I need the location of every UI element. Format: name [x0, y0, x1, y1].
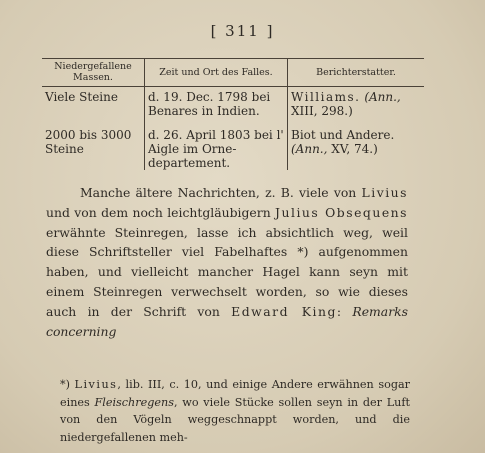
name-livius: Livius — [74, 378, 118, 391]
page-number: [ 311 ] — [210, 22, 275, 40]
reporter-ref: XIII, 298.) — [291, 104, 353, 118]
name-julius-obsequens: Julius Obsequens — [275, 204, 408, 220]
reporter-name: Biot und Andere. — [291, 128, 395, 142]
body-text-run: erwähnte Steinregen, lasse ich absichtlich weg, weil diese Schriftsteller viel Fabelhaftes *) aufgenommen haben, und vielleicht mancher Hagel kann seyn mit einem Steinregen verwechselt worden, so wie dieses auch in der Schrift von — [46, 224, 408, 319]
body-text-run: : — [336, 303, 353, 319]
name-livius: Livius — [361, 185, 408, 200]
cell-mass: 2000 bis 3000 Steine — [45, 128, 132, 156]
table-header-row — [42, 59, 424, 87]
footnote-marker: *) — [60, 378, 75, 391]
cell-time-place: d. 19. Dec. 1798 bei Benares in Indien. — [145, 87, 288, 127]
footnote-text-run: , lib. III, c. 10, und einige Andere erwähnen sogar eines — [60, 378, 411, 409]
footnote-text-run: , wo viele Stücke sollen seyn in der Luft von den Vögeln weggeschnappt worden, und die niedergefallenen meh- — [60, 395, 410, 444]
header-reporter: Berichterstatter. — [288, 59, 425, 87]
table-row — [42, 87, 424, 127]
footnote-divider — [48, 366, 408, 367]
name-edward-king: Edward King — [231, 303, 337, 319]
body-text-run: und von dem noch leichtgläubigern — [46, 204, 276, 220]
header-time-place: Zeit und Ort des Falles. — [145, 59, 288, 87]
reporter-ref-italic: (Ann., — [364, 90, 401, 104]
book-title-remarks: Remarks concerning — [46, 303, 408, 339]
body-paragraph — [46, 183, 408, 341]
reporter-ref: XV, 74.) — [331, 142, 378, 156]
term-fleischregens: Fleischregens — [94, 395, 174, 409]
reporter-name: Williams. — [291, 90, 361, 104]
body-text-run: Manche ältere Nachrichten, z. B. viele von — [80, 185, 362, 200]
cell-mass: Viele Steine — [45, 90, 118, 104]
footnote — [60, 376, 410, 446]
cell-time-place: d. 26. April 1803 bei l' Aigle im Orne-departement. — [145, 126, 288, 170]
cell-reporter — [288, 87, 425, 127]
table-row — [42, 126, 424, 170]
reporter-ref-italic: (Ann., — [291, 142, 328, 156]
cell-reporter — [288, 126, 425, 170]
meteorite-table — [42, 58, 424, 170]
header-masses: Niedergefallene Massen. — [42, 59, 145, 87]
